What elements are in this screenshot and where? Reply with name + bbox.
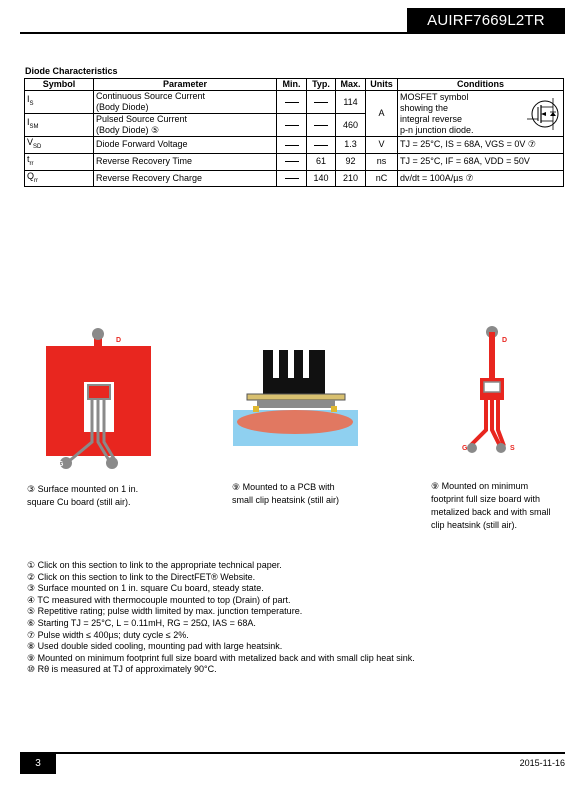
parameter-cell: Reverse Recovery Time xyxy=(94,153,277,170)
col-header: Units xyxy=(366,79,398,91)
footnote: ③ Surface mounted on 1 in. square Cu board, steady state. xyxy=(27,583,264,594)
footnote: ⑩ Rθ is measured at TJ of approximately 90°C. xyxy=(27,664,217,675)
source-label: S xyxy=(130,461,135,468)
typ-cell xyxy=(307,137,336,154)
parameter-cell: Continuous Source Current (Body Diode) xyxy=(94,91,277,114)
symbol-cell: $Q_{rr}$ xyxy=(25,170,94,187)
revision-date: 2015-11-16 xyxy=(519,758,565,768)
col-header: Max. xyxy=(336,79,366,91)
units-cell: V xyxy=(366,137,398,154)
parameter-cell: Reverse Recovery Charge xyxy=(94,170,277,187)
conditions-cell: TJ = 25°C, IS = 68A, VGS = 0V ⑦ xyxy=(398,137,564,154)
footnote-link-technical-paper[interactable]: ① Click on this section to link to the appropriate technical paper. xyxy=(27,560,282,570)
col-header: Typ. xyxy=(307,79,336,91)
symbol-cell: $V_{SD}$ xyxy=(25,137,94,154)
pcb-clip-heatsink-figure xyxy=(233,348,363,448)
footnote: ⑨ Mounted on minimum footprint full size board with metalized back and with small clip heat sink. xyxy=(27,652,415,663)
col-header: Parameter xyxy=(94,79,277,91)
source-label: S xyxy=(510,445,515,452)
drain-label: D xyxy=(502,337,508,344)
col-header: Symbol xyxy=(25,79,94,91)
symbol-cell: $I_S$ xyxy=(25,91,94,114)
drain-label: D xyxy=(116,337,122,344)
footnote-link-directfet-website[interactable]: ② Click on this section to link to the DirectFET® Website. xyxy=(27,571,256,582)
diode-characteristics-table xyxy=(24,78,564,187)
table-header-row xyxy=(25,79,564,91)
footnote: ⑧ Used double sided cooling, mounting pad with large heatsink. xyxy=(27,641,283,652)
footnotes xyxy=(27,560,415,676)
footnote: ④ TC measured with thermocouple mounted to top (Drain) of part. xyxy=(27,594,291,605)
page-number: 3 xyxy=(20,754,56,774)
min-cell xyxy=(277,137,307,154)
minimum-footprint-figure xyxy=(456,322,526,462)
square-cu-board-figure xyxy=(46,322,166,472)
footnote: ⑤ Repetitive rating; pulse width limited by max. junction temperature. xyxy=(27,606,303,617)
max-cell: 92 xyxy=(336,153,366,170)
max-cell: 210 xyxy=(336,170,366,187)
units-cell: ns xyxy=(366,153,398,170)
typ-cell: 140 xyxy=(307,170,336,187)
min-cell xyxy=(277,114,307,137)
figure3-caption: ⑨ Mounted on minimum footprint full size board with metalized back and with small clip heatsink (still air). xyxy=(431,481,551,530)
footnote: ⑥ Starting TJ = 25°C, L = 0.11mH, RG = 25Ω, IAS = 68A. xyxy=(27,617,256,628)
symbol-cell: $I_{SM}$ xyxy=(25,114,94,137)
header-rule xyxy=(20,32,565,34)
table-row xyxy=(25,153,564,170)
max-cell: 114 xyxy=(336,91,366,114)
figure2-caption: ⑨ Mounted to a PCB with small clip heatsink (still air) xyxy=(232,482,340,505)
part-number: AUIRF7669L2TR xyxy=(407,8,565,34)
table-row xyxy=(25,91,564,114)
conditions-cell: dv/dt = 100A/µs ⑦ xyxy=(398,170,564,187)
gate-label: G xyxy=(58,461,64,468)
typ-cell: 61 xyxy=(307,153,336,170)
symbol-cell: $t_{rr}$ xyxy=(25,153,94,170)
min-cell xyxy=(277,153,307,170)
typ-cell xyxy=(307,114,336,137)
conditions-cell: MOSFET symbol showing the integral reverse p-n junction diode. xyxy=(398,91,564,137)
col-header: Conditions xyxy=(398,79,564,91)
figure1-caption: ③ Surface mounted on 1 in. square Cu board (still air). xyxy=(27,484,139,507)
conditions-cell: TJ = 25°C, IF = 68A, VDD = 50V xyxy=(398,153,564,170)
max-cell: 1.3 xyxy=(336,137,366,154)
units-cell: nC xyxy=(366,170,398,187)
footnote: ⑦ Pulse width ≤ 400µs; duty cycle ≤ 2%. xyxy=(27,629,189,640)
table-row xyxy=(25,137,564,154)
section-title: Diode Characteristics xyxy=(25,66,118,76)
footer-rule xyxy=(20,752,565,754)
mosfet-symbol-icon xyxy=(525,95,561,133)
min-cell xyxy=(277,170,307,187)
typ-cell xyxy=(307,91,336,114)
parameter-cell: Pulsed Source Current (Body Diode) ⑤ xyxy=(94,114,277,137)
table-row xyxy=(25,170,564,187)
min-cell xyxy=(277,91,307,114)
max-cell: 460 xyxy=(336,114,366,137)
parameter-cell: Diode Forward Voltage xyxy=(94,137,277,154)
gate-label: G xyxy=(462,445,468,452)
col-header: Min. xyxy=(277,79,307,91)
units-cell: A xyxy=(366,91,398,137)
